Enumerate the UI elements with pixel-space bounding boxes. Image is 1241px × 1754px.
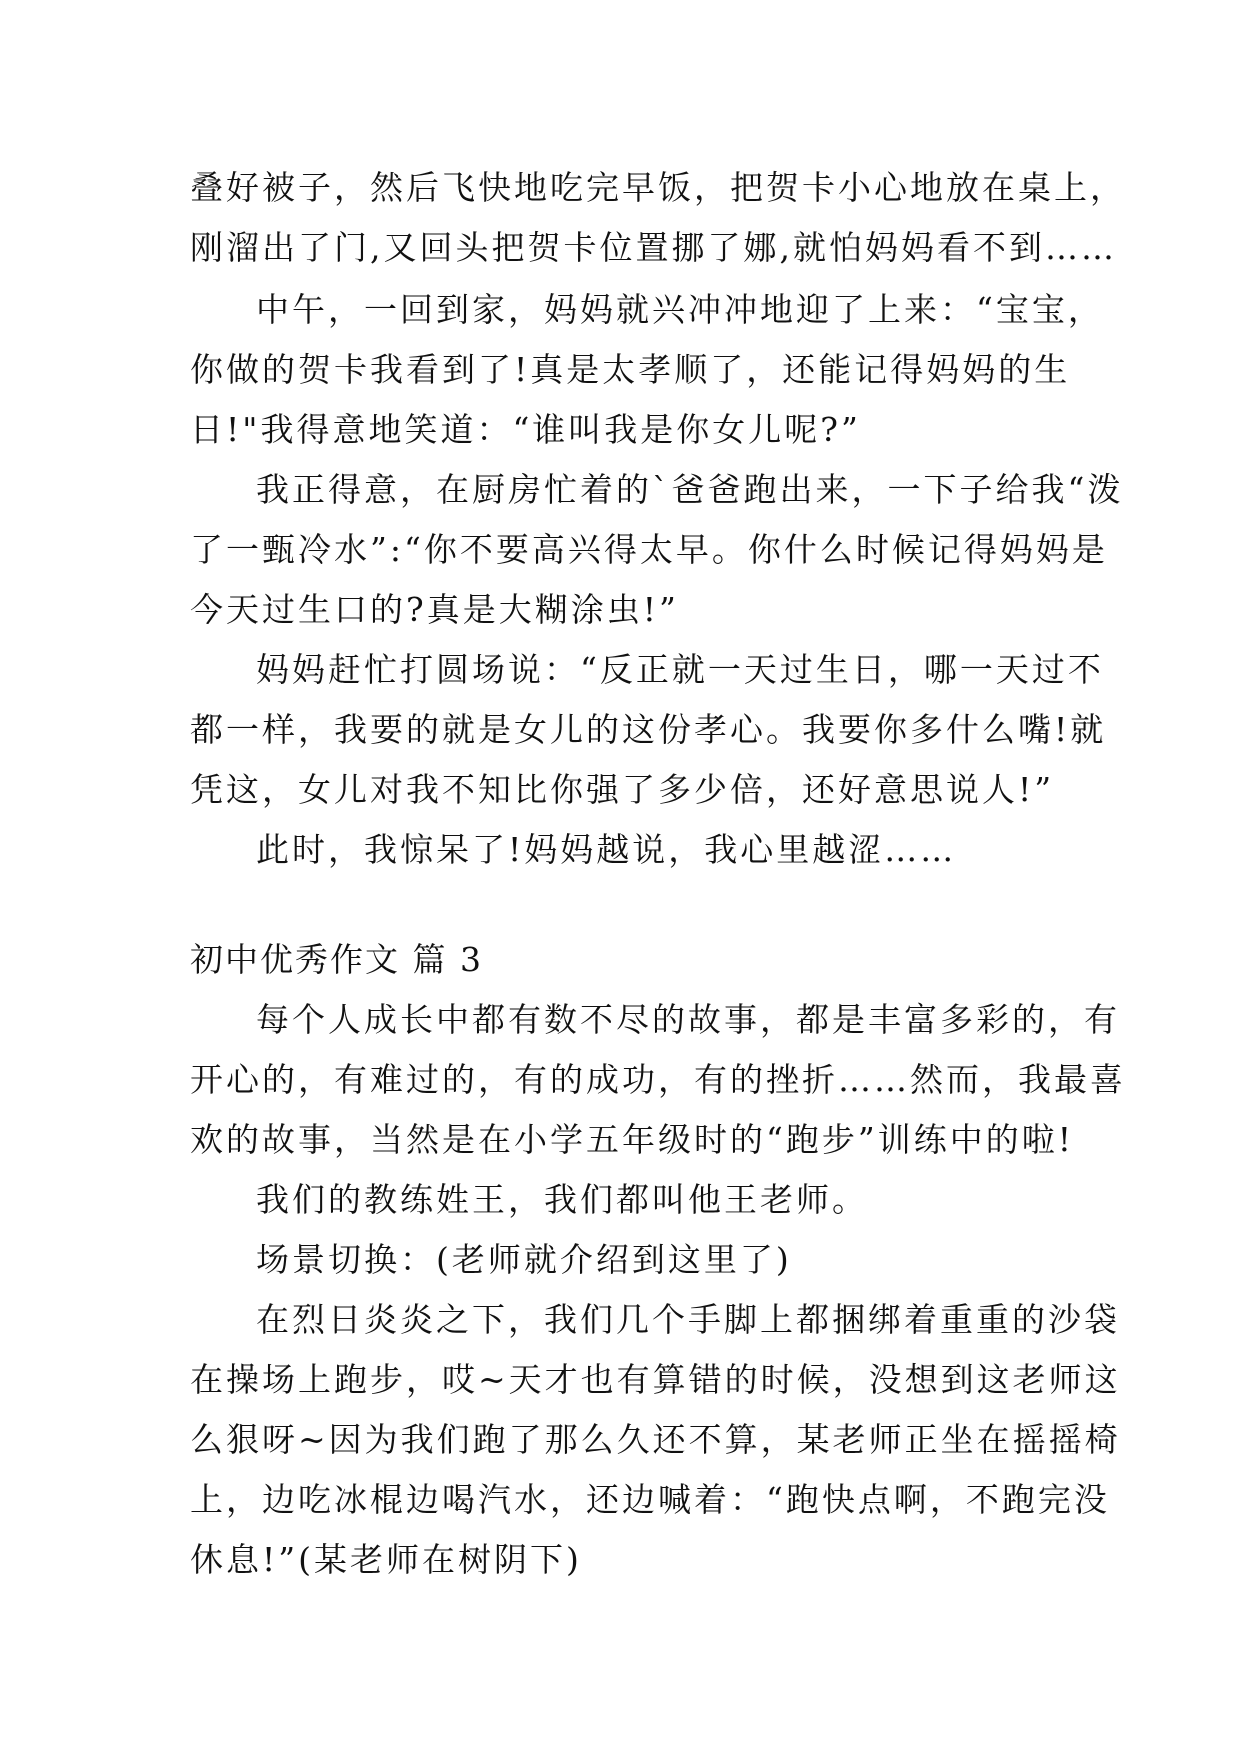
paragraph-line: 刚溜出了门,又回头把贺卡位置挪了娜,就怕妈妈看不到…… [190,228,1117,267]
paragraph-line: 场景切换：(老师就介绍到这里了) [256,1240,792,1279]
paragraph-line: 中午，一回到家，妈妈就兴冲冲地迎了上来：“宝宝， [256,290,1104,329]
paragraph-line: 妈妈赶忙打圆场说：“反正就一天过生日，哪一天过不 [256,650,1104,689]
paragraph-line: 么狠呀~因为我们跑了那么久还不算，某老师正坐在摇摇椅 [190,1420,1121,1459]
paragraph-line: 今天过生口的?真是大糊涂虫!” [190,590,679,629]
paragraph-line: 此时，我惊呆了!妈妈越说，我心里越涩…… [256,830,957,869]
paragraph-line: 叠好被子，然后飞快地吃完早饭，把贺卡小心地放在桌上， [190,168,1126,207]
paragraph-line: 在烈日炎炎之下，我们几个手脚上都捆绑着重重的沙袋 [256,1300,1120,1339]
paragraph-line: 上，边吃冰棍边喝汽水，还边喊着：“跑快点啊，不跑完没 [190,1480,1110,1519]
paragraph-line: 休息!”(某老师在树阴下) [190,1540,582,1579]
paragraph-line: 我们的教练姓王，我们都叫他王老师。 [256,1180,868,1219]
paragraph-line: 日!"我得意地笑道：“谁叫我是你女儿呢?” [190,410,861,449]
paragraph-line: 凭这，女儿对我不知比你强了多少倍，还好意思说人!” [190,770,1055,809]
paragraph-line: 都一样，我要的就是女儿的这份孝心。我要你多什么嘴!就 [190,710,1107,749]
paragraph-line: 你做的贺卡我看到了!真是太孝顺了，还能记得妈妈的生 [190,350,1071,389]
section-heading: 初中优秀作文 篇 3 [190,940,483,979]
paragraph-line: 开心的，有难过的，有的成功，有的挫折……然而，我最喜 [190,1060,1126,1099]
paragraph-line: 了一甄冷水”:“你不要高兴得太早。你什么时候记得妈妈是 [190,530,1108,569]
paragraph-line: 我正得意，在厨房忙着的`爸爸跑出来，一下子给我“泼 [256,470,1124,509]
paragraph-line: 在操场上跑步，哎~天才也有算错的时候，没想到这老师这 [190,1360,1121,1399]
paragraph-line: 欢的故事，当然是在小学五年级时的“跑步”训练中的啦! [190,1120,1075,1159]
paragraph-line: 每个人成长中都有数不尽的故事，都是丰富多彩的，有 [256,1000,1120,1039]
